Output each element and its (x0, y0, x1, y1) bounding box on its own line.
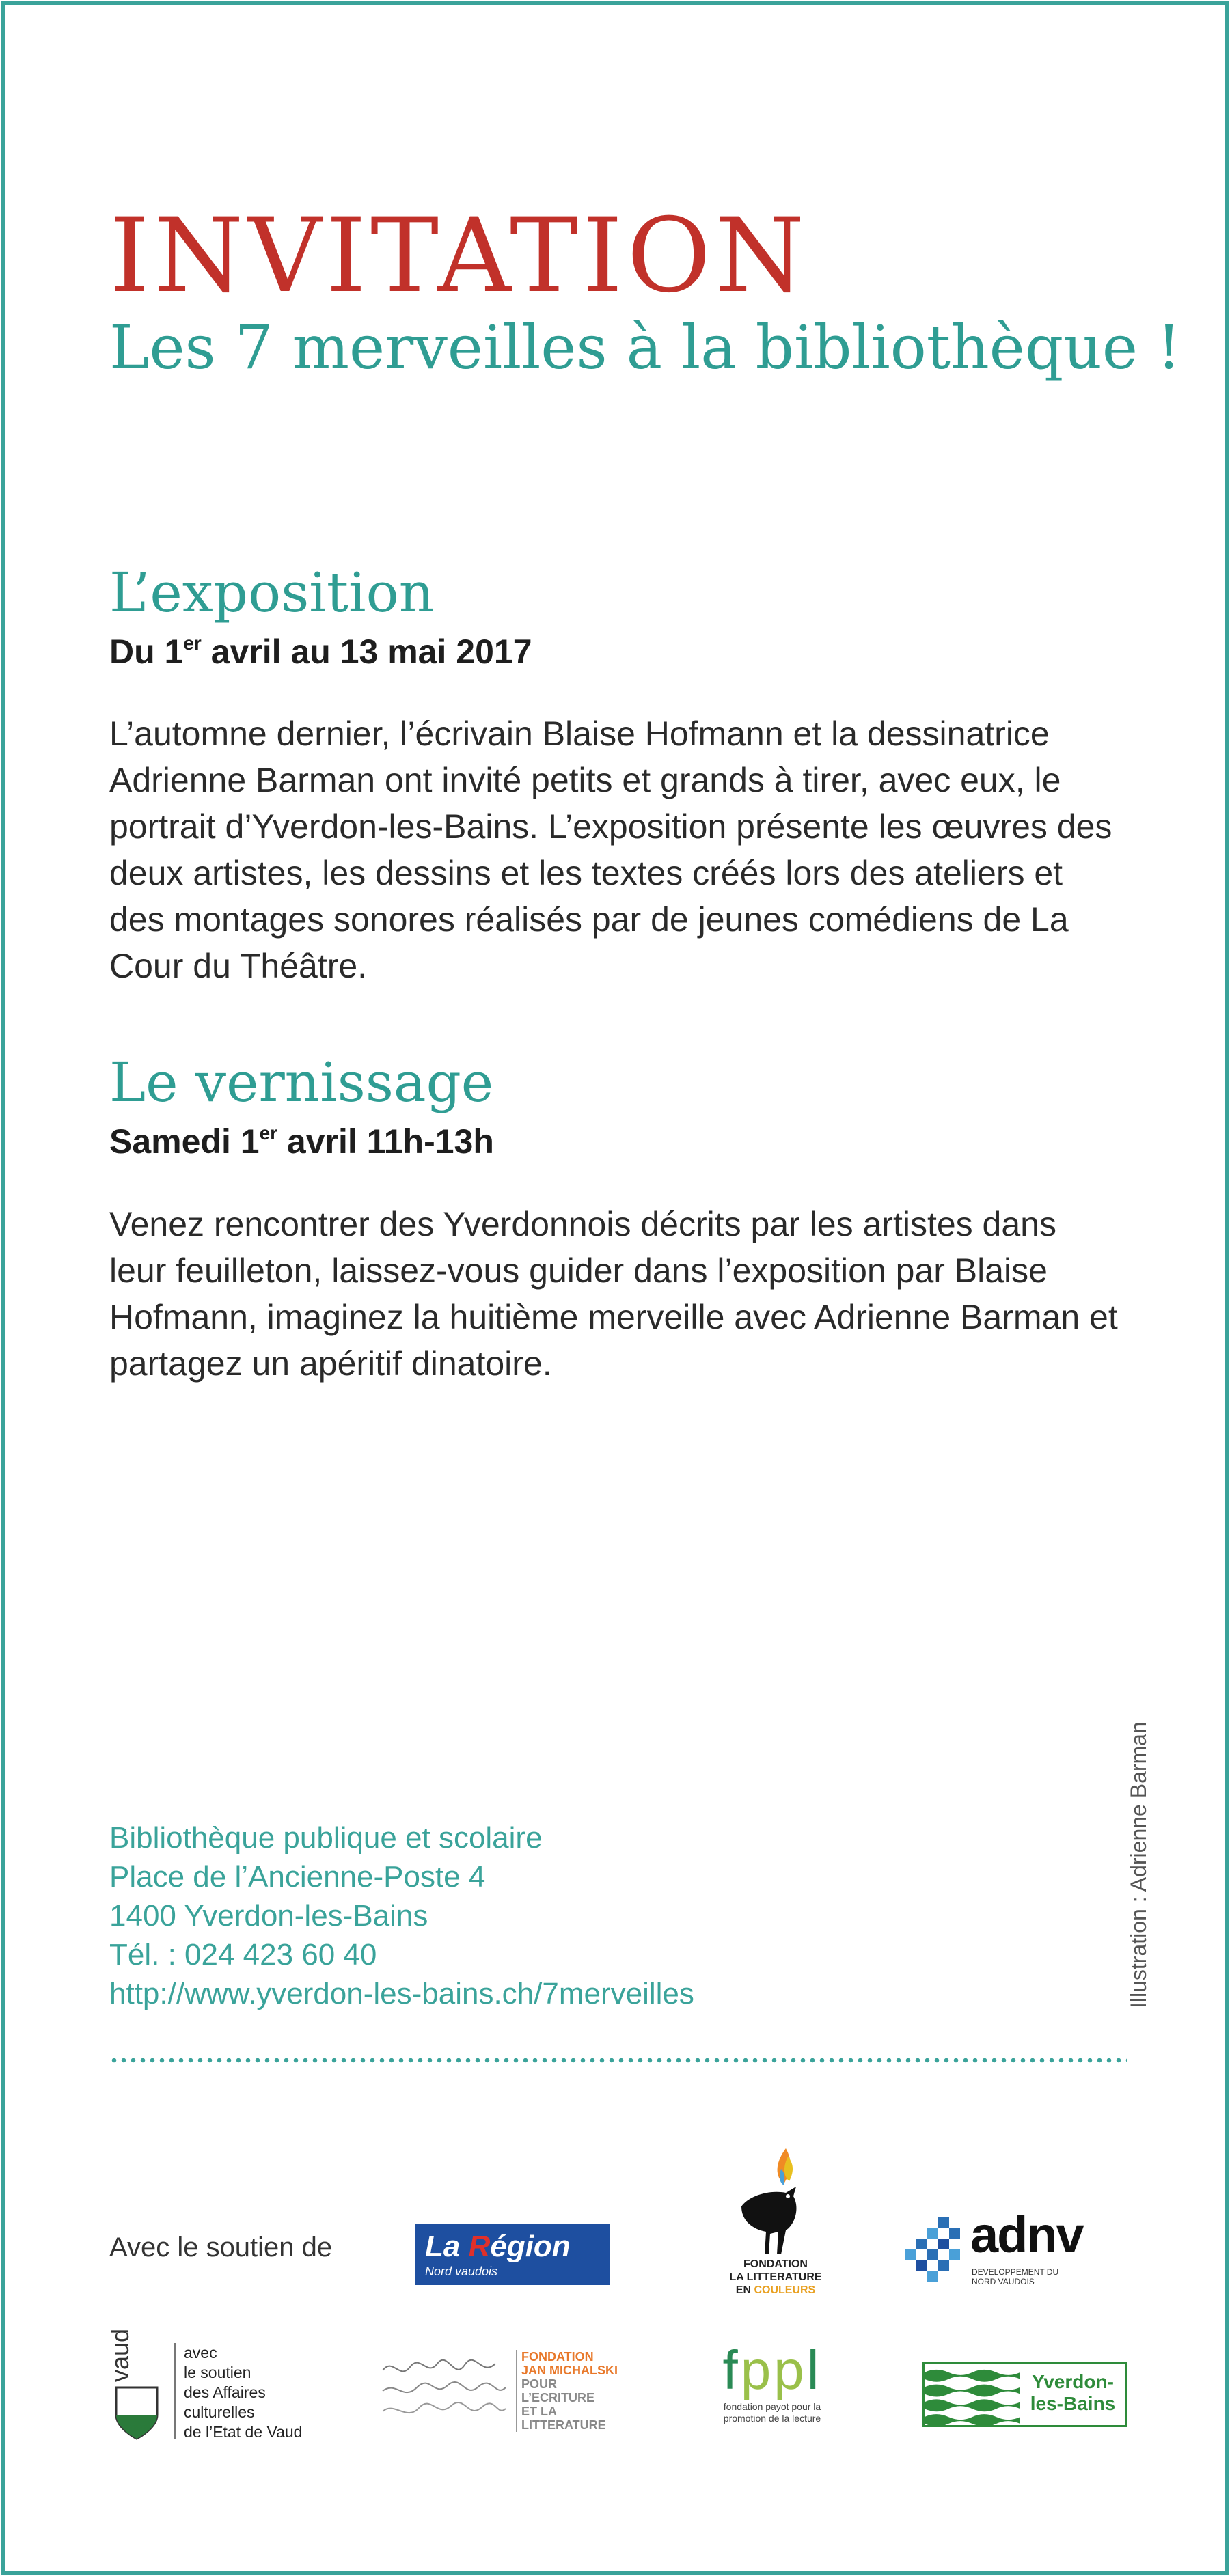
dotted-divider (109, 2058, 1128, 2063)
la-region-logo: La Région Nord vaudois (415, 2224, 610, 2285)
waves-icon (925, 2364, 1020, 2425)
handwriting-mark-icon (379, 2350, 509, 2432)
fppl-logo: fppl fondation payot pour la promotion de la lecture (722, 2340, 822, 2424)
fondation-litterature-couleurs-logo: FONDATION LA LITTERATURE EN COULEURS (721, 2142, 830, 2299)
crow-flame-icon (721, 2142, 830, 2258)
adnv-logo: adnv DEVELOPPEMENT DU NORD VAUDOIS (905, 2210, 1131, 2292)
vernissage-description: Venez rencontrer des Yverdonnois décrits par les artistes dans leur feuilleton, laissez-vous guider dans l’exposition par Blaise Hofmann, imaginez la huitième merveille avec Adrienne Barman et partagez un apéritif dinatoire. (109, 1205, 1118, 1383)
exposition-heading: L’exposition (109, 561, 435, 624)
etat-de-vaud-logo: vaud avec le soutien des Affaires culturelles de l’Etat de Vaud (106, 2328, 303, 2441)
invitation-subtitle: Les 7 merveilles à la bibliothèque ! (109, 312, 1181, 383)
exposition-description: L’automne dernier, l’écrivain Blaise Hofmann et la dessinatrice Adrienne Barman ont invité petits et grands à tirer, avec eux, le portrait d’Yverdon-les-Bains. L’exposition présente les œuvres des deux artistes, les dessins et les textes créés lors des ateliers et des montages sonores réalisés par de jeunes comédiens de La Cour du Théâtre. (109, 715, 1112, 985)
pixel-mark-icon (905, 2210, 970, 2285)
exposition-date: Du 1er avril au 13 mai 2017 (109, 633, 532, 671)
invitation-title: INVITATION (109, 197, 809, 316)
fondation-michalski-logo: FONDATION JAN MICHALSKI POUR L’ECRITURE ET LA LITTERATURE (379, 2350, 639, 2439)
library-street: Place de l’Ancienne-Poste 4 (109, 1860, 486, 1894)
library-name: Bibliothèque publique et scolaire (109, 1821, 543, 1855)
library-url-link[interactable]: http://www.yverdon-les-bains.ch/7merveilles (109, 1977, 694, 2010)
vaud-shield-icon (106, 2328, 164, 2442)
svg-text:vaud: vaud (106, 2328, 134, 2382)
illustration-credit: Illustration : Adrienne Barman (1126, 1721, 1151, 2008)
vernissage-date: Samedi 1er avril 11h-13h (109, 1122, 494, 1161)
library-city: 1400 Yverdon-les-Bains (109, 1899, 428, 1933)
library-phone: Tél. : 024 423 60 40 (109, 1938, 377, 1971)
contact-block (109, 1818, 694, 2013)
yverdon-les-bains-logo: Yverdon- les-Bains (922, 2362, 1128, 2427)
vernissage-heading: Le vernissage (109, 1051, 494, 1114)
support-label: Avec le soutien de (109, 2232, 333, 2262)
